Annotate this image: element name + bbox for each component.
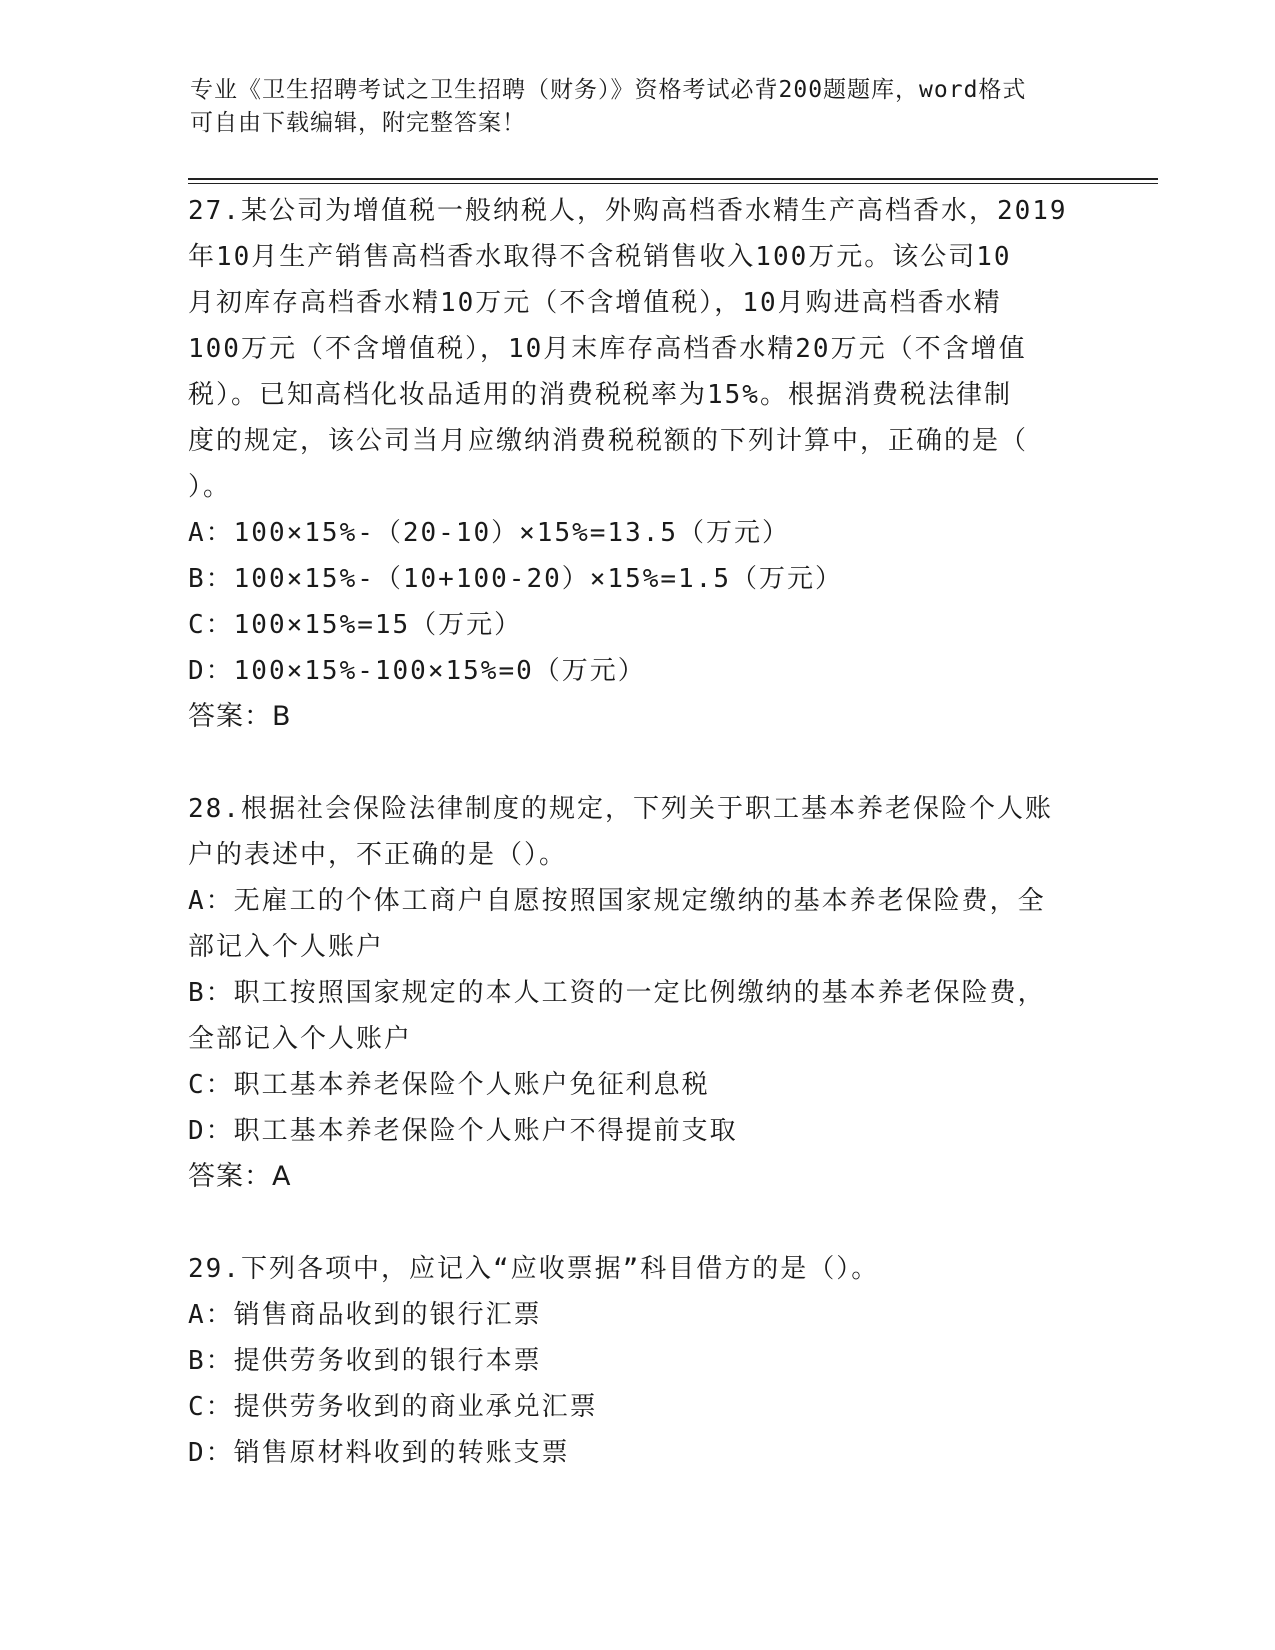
option-a: A：销售商品收到的银行汇票: [188, 1300, 542, 1330]
option-a: A：100×15%-（20-10）×15%=13.5（万元）: [188, 518, 791, 548]
question-stem: 年10月生产销售高档香水取得不含税销售收入100万元。该公司10: [188, 242, 1012, 272]
question-stem: ）。: [188, 472, 232, 502]
question-28: [188, 786, 1088, 1200]
question-stem: 度的规定，该公司当月应缴纳消费税税额的下列计算中，正确的是（: [188, 426, 1029, 456]
question-stem: 27.某公司为增值税一般纳税人，外购高档香水精生产高档香水，2019: [188, 196, 1068, 226]
question-spacer: [188, 1200, 1088, 1246]
header-divider-thin: [188, 183, 1158, 184]
option-d: D：100×15%-100×15%=0（万元）: [188, 656, 646, 686]
option-a-continued: 部记入个人账户: [188, 932, 385, 962]
question-27: [188, 188, 1088, 740]
question-list: [188, 188, 1088, 1476]
option-b-continued: 全部记入个人账户: [188, 1024, 413, 1054]
question-stem: 28.根据社会保险法律制度的规定，下列关于职工基本养老保险个人账: [188, 794, 1053, 824]
option-b: B：提供劳务收到的银行本票: [188, 1346, 542, 1376]
question-29: [188, 1246, 1088, 1476]
option-d: D：销售原材料收到的转账支票: [188, 1438, 570, 1468]
answer-line: 答案：B: [188, 701, 292, 732]
document-header: [190, 74, 1070, 140]
option-c: C：提供劳务收到的商业承兑汇票: [188, 1392, 598, 1422]
question-stem: 户的表述中，不正确的是（）。: [188, 840, 568, 870]
question-stem: 月初库存高档香水精10万元（不含增值税），10月购进高档香水精: [188, 288, 1002, 318]
question-stem: 29.下列各项中，应记入“应收票据”科目借方的是（）。: [188, 1254, 880, 1284]
option-b: B：100×15%-（10+100-20）×15%=1.5（万元）: [188, 564, 843, 594]
header-divider-thick: [188, 178, 1158, 180]
question-spacer: [188, 740, 1088, 786]
option-b: B：职工按照国家规定的本人工资的一定比例缴纳的基本养老保险费，: [188, 978, 1046, 1008]
answer-line: 答案：A: [188, 1161, 292, 1192]
question-stem: 税）。已知高档化妆品适用的消费税税率为15%。根据消费税法律制: [188, 380, 1012, 410]
header-line: 可自由下载编辑，附完整答案！: [190, 110, 526, 136]
option-c: C：职工基本养老保险个人账户免征利息税: [188, 1070, 710, 1100]
option-c: C：100×15%=15（万元）: [188, 610, 523, 640]
option-a: A：无雇工的个体工商户自愿按照国家规定缴纳的基本养老保险费，全: [188, 886, 1046, 916]
question-stem: 100万元（不含增值税），10月末库存高档香水精20万元（不含增值: [188, 334, 1027, 364]
option-d: D：职工基本养老保险个人账户不得提前支取: [188, 1116, 738, 1146]
header-line: 专业《卫生招聘考试之卫生招聘（财务）》资格考试必背200题题库，word格式: [190, 77, 1027, 103]
